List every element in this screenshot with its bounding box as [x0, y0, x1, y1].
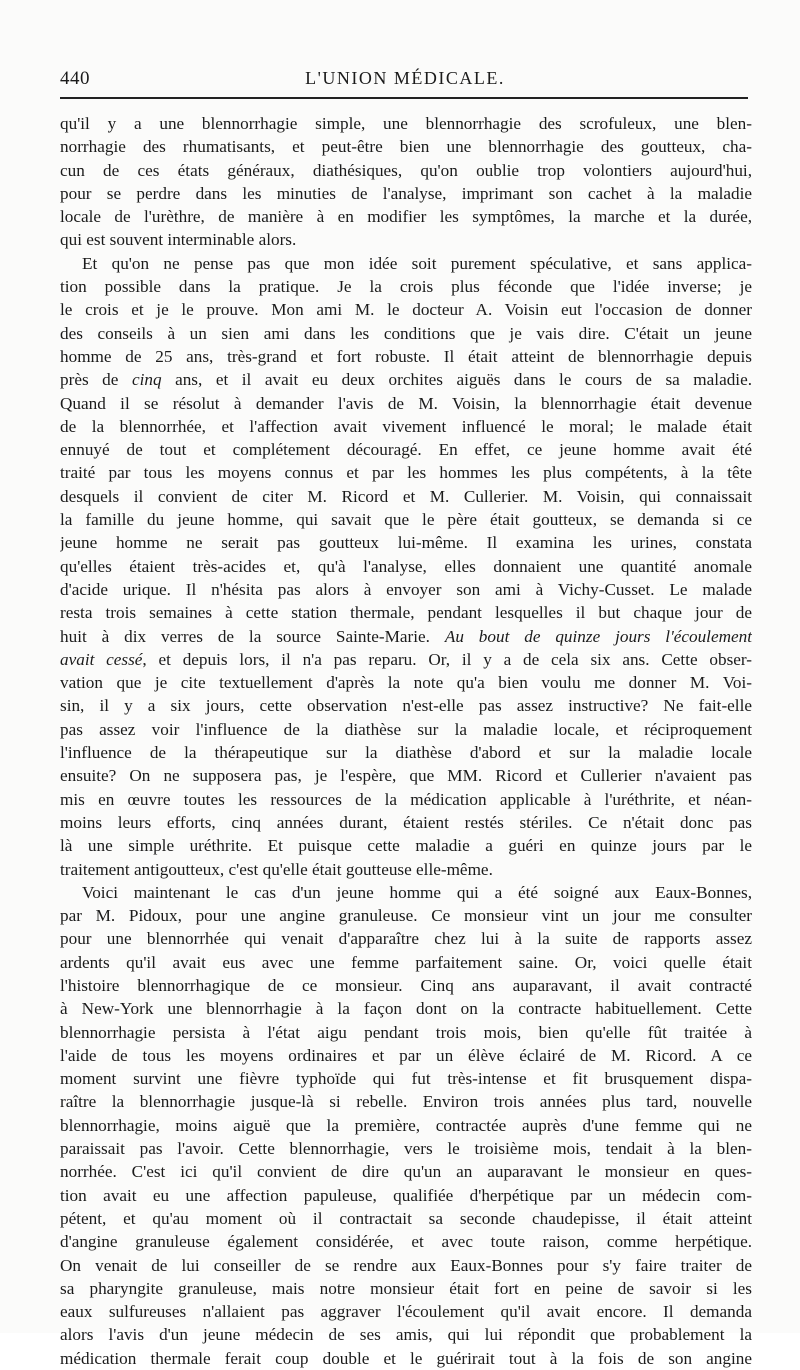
paragraph — [60, 881, 752, 1370]
text-line: moment survint une fièvre typhoïde qui fut très-intense et fit brusquement dispa- — [60, 1069, 752, 1089]
text-line: ensuite? On ne supposera pas, je l'espère, que MM. Ricord et Cullerier n'avaient pas — [60, 766, 752, 786]
text-line: pas assez voir l'influence de la diathèse sur la maladie locale, et réciproquement — [60, 719, 752, 739]
running-title: L'UNION MÉDICALE. — [305, 68, 505, 88]
page-number: 440 — [60, 68, 90, 89]
text-line: là une simple uréthrite. Et puisque cette maladie a guéri en quinze jours par le — [60, 836, 752, 856]
text-line: d'angine granuleuse également considérée, et avec toute raison, comme herpétique. — [60, 1232, 752, 1252]
text-line: la famille du jeune homme, qui savait que le père était goutteux, se demanda si ce — [60, 510, 752, 530]
text-line: qui est souvent interminable alors. — [60, 230, 297, 250]
text-line: locale de l'urèthre, de manière à en modifier les symptômes, la marche et la durée, — [60, 207, 752, 227]
text-segment: près de — [60, 370, 132, 390]
text-line: blennorrhagie, moins aiguë que la première, contractée auprès d'une femme qui ne — [60, 1115, 752, 1135]
text-line: resta trois semaines à cette station thermale, pendant lesquelles il but chaque jour de — [60, 603, 752, 623]
text-line: des conseils à un sien ami dans les conditions que je vais dire. C'était un jeune — [60, 323, 752, 343]
text-line: traité par tous les moyens connus et par les hommes les plus compétents, à la tête — [60, 463, 752, 483]
text-line: pétent, et qu'au moment où il contractait sa seconde chaudepisse, il était atteint — [60, 1208, 752, 1228]
text-line — [60, 625, 752, 648]
text-line: homme de 25 ans, très-grand et fort robuste. Il était atteint de blennorrhagie depuis — [60, 346, 752, 366]
text-line: l'histoire blennorrhagique de ce monsieur. Cinq ans auparavant, il avait contracté — [60, 975, 752, 995]
text-line: moins leurs efforts, cinq années durant, étaient restés stériles. Ce n'était donc pas — [60, 812, 752, 832]
text-line: pour se perdre dans les minuties de l'analyse, imprimant son cachet à la maladie — [60, 183, 752, 203]
text-line: qu'il y a une blennorrhagie simple, une blennorrhagie des scrofuleux, une blen- — [60, 114, 752, 133]
text-line: ennuyé de tout et complétement découragé. En effet, ce jeune homme avait été — [60, 440, 752, 460]
text-line: tion avait eu une affection papuleuse, qualifiée d'herpétique par un médecin com- — [60, 1185, 752, 1205]
text-line: pour une blennorrhée qui venait d'apparaître chez lui à la suite de rapports assez — [60, 929, 752, 949]
text-line: qu'elles étaient très-acides et, qu'à l'analyse, elles donnaient une quantité anomale — [60, 556, 752, 576]
text-line: à New-York une blennorrhagie à la façon dont on la contracte habituellement. Cette — [60, 999, 752, 1019]
text-line: alors l'avis d'un jeune médecin de ses amis, qui lui répondit que probablement la — [60, 1325, 752, 1345]
text-line: sin, il y a six jours, cette observation n'est-elle pas assez instructive? Ne fait-elle — [60, 696, 752, 716]
italic-text: Au bout de quinze jours l'écoulement — [444, 626, 752, 646]
text-line: par M. Pidoux, pour une angine granuleuse. Ce monsieur vint un jour me consulter — [60, 906, 752, 926]
text-line: médication thermale ferait coup double et le guérirait tout à la fois de son angine — [60, 1348, 752, 1368]
italic-text: cinq — [131, 370, 162, 390]
text-line: jeune homme ne serait pas goutteux lui-même. Il examina les urines, constata — [60, 533, 752, 553]
paragraph — [60, 112, 752, 252]
text-line: eaux sulfureuses n'allaient pas aggraver l'écoulement qu'il avait encore. Il demanda — [60, 1302, 752, 1322]
text-line: ardents qu'il avait eus avec une femme parfaitement saine. Or, voici quelle était — [60, 952, 752, 972]
text-line: l'influence de la thérapeutique sur la diathèse d'abord et sur la maladie locale — [60, 743, 752, 763]
italic-text: avait cessé — [60, 649, 143, 669]
text-line: blennorrhagie persista à l'état aigu pendant trois mois, bien qu'elle fût traitée à — [60, 1022, 752, 1042]
header-rule — [60, 97, 748, 99]
text-line: vation que je cite textuellement d'après la note qu'a bien voulu me donner M. Voi- — [60, 673, 752, 693]
text-line: l'aide de tous les moyens ordinaires et par un élève éclairé de M. Ricord. A ce — [60, 1045, 752, 1065]
text-line — [60, 368, 752, 391]
text-line: norrhagie des rhumatisants, et peut-être bien une blennorrhagie des goutteux, cha- — [60, 137, 752, 157]
text-line: sa pharyngite granuleuse, mais notre monsieur était fort en peine de savoir si les — [60, 1278, 752, 1298]
text-line: norrhée. C'est ici qu'il convient de dire qu'un an auparavant le monsieur en ques- — [60, 1162, 752, 1182]
text-line: d'acide urique. Il n'hésita pas alors à envoyer son ami à Vichy-Cusset. Le malade — [60, 579, 752, 599]
text-segment: ans, et il avait eu deux orchites aiguës dans le cours de sa maladie. — [161, 370, 752, 390]
text-line: Voici maintenant le cas d'un jeune homme qui a été soigné aux Eaux-Bonnes, — [82, 882, 752, 902]
paragraph — [60, 252, 752, 881]
text-line: le crois et je le prouve. Mon ami M. le docteur A. Voisin eut l'occasion de donner — [60, 300, 752, 320]
text-line — [60, 648, 752, 671]
page-header — [60, 64, 750, 94]
text-line: paraissait pas l'avoir. Cette blennorrhagie, vers le troisième mois, tendait à la blen- — [60, 1139, 752, 1159]
body-text — [60, 112, 752, 1370]
text-line: desquels il convient de citer M. Ricord et M. Cullerier. M. Voisin, qui connaissait — [60, 486, 752, 506]
text-line: traitement antigoutteux, c'est qu'elle était goutteuse elle-même. — [60, 859, 493, 879]
text-line: mis en œuvre toutes les ressources de la médication applicable à l'uréthrite, et néan- — [60, 789, 752, 809]
text-line: de la blennorrhée, et l'affection avait vivement influencé le moral; le malade était — [60, 416, 752, 436]
text-line: raître la blennorrhagie jusque-là si rebelle. Environ trois années plus tard, nouvelle — [60, 1092, 752, 1112]
text-segment: , et depuis lors, il n'a pas reparu. Or, il y a de cela six ans. Cette obser- — [142, 649, 752, 669]
text-line: tion possible dans la pratique. Je la crois plus féconde que l'idée inverse; je — [60, 277, 752, 297]
text-line: Quand il se résolut à demander l'avis de M. Voisin, la blennorrhagie était devenue — [60, 393, 752, 413]
text-line: On venait de lui conseiller de se rendre aux Eaux-Bonnes pour s'y faire traiter de — [60, 1255, 752, 1275]
text-line: cun de ces états généraux, diathésiques, qu'on oublie trop volontiers aujourd'hui, — [60, 160, 752, 180]
text-segment: huit à dix verres de la source Sainte-Marie. — [60, 626, 445, 646]
text-line: Et qu'on ne pense pas que mon idée soit purement spéculative, et sans applica- — [82, 253, 752, 273]
